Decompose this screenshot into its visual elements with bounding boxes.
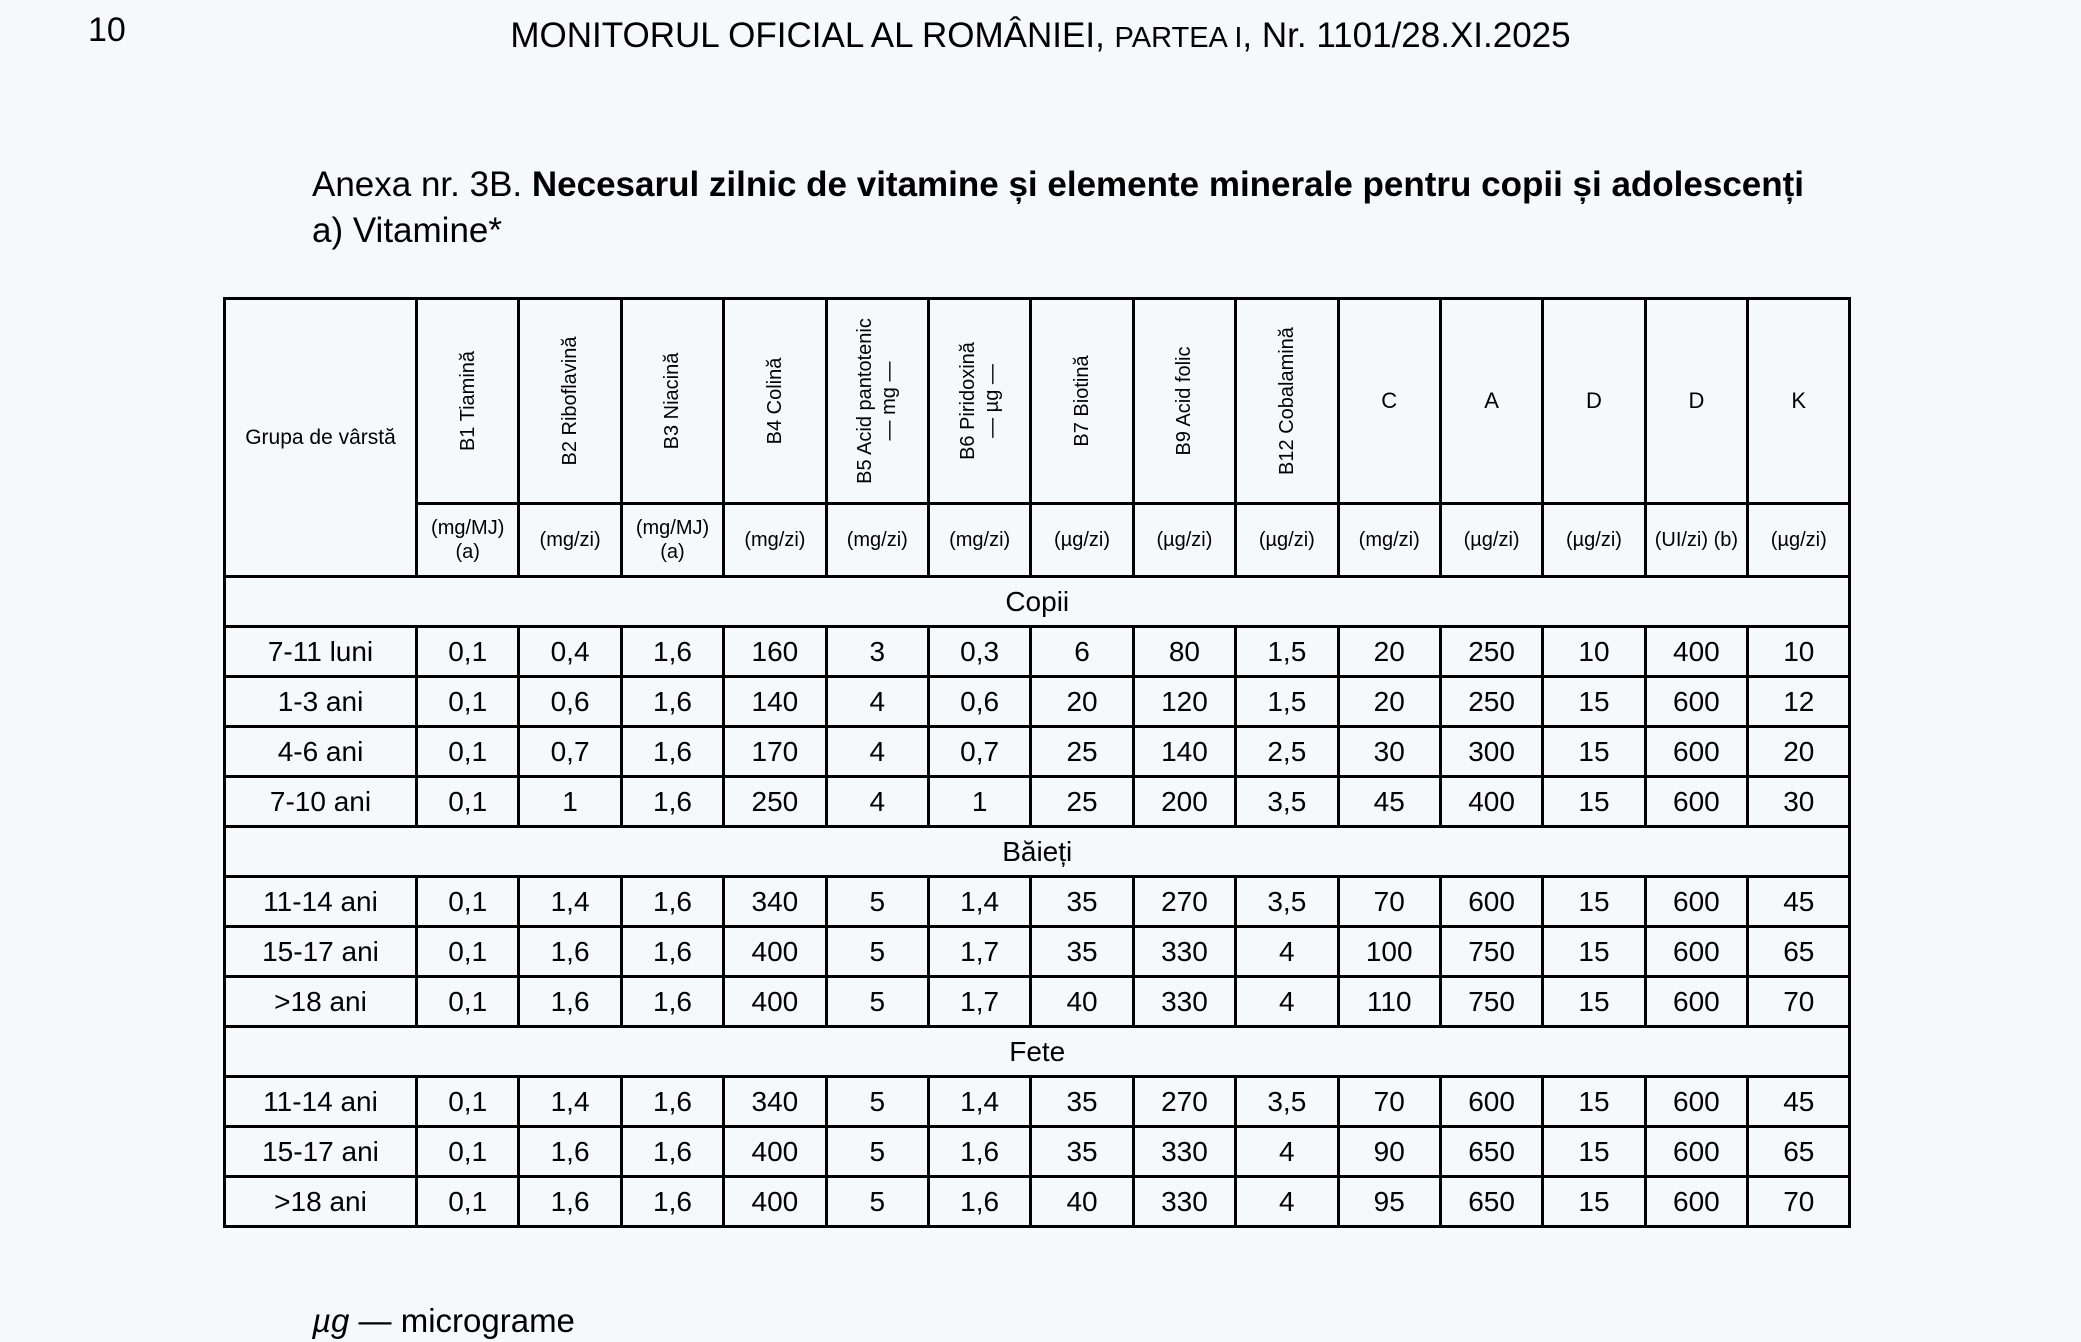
value-cell: 270 [1133, 1077, 1235, 1127]
header-part: PARTEA I [1114, 22, 1243, 54]
section-row [225, 1027, 1850, 1077]
column-header-1 [519, 299, 621, 504]
value-cell: 600 [1645, 877, 1747, 927]
value-cell: 1,5 [1236, 627, 1338, 677]
value-cell: 15 [1543, 927, 1645, 977]
value-cell: 90 [1338, 1127, 1440, 1177]
value-cell: 0,1 [417, 677, 519, 727]
value-cell: 4 [826, 677, 928, 727]
value-cell: 170 [724, 727, 826, 777]
footnote-text: — micrograme [349, 1302, 575, 1339]
column-header-name: B9 Acid folic [1173, 346, 1196, 456]
column-unit-6: (µg/zi) [1031, 504, 1133, 577]
column-unit-3: (mg/zi) [724, 504, 826, 577]
value-cell: 20 [1338, 627, 1440, 677]
column-unit-7: (µg/zi) [1133, 504, 1235, 577]
value-cell: 1,6 [519, 1127, 621, 1177]
value-cell: 40 [1031, 977, 1133, 1027]
value-cell: 340 [724, 1077, 826, 1127]
running-header [0, 14, 2081, 60]
value-cell: 0,6 [519, 677, 621, 727]
table-row [225, 877, 1850, 927]
column-header-3 [724, 299, 826, 504]
value-cell: 10 [1543, 627, 1645, 677]
value-cell: 1 [519, 777, 621, 827]
column-header-unit-note: — µg — [980, 364, 1003, 438]
value-cell: 340 [724, 877, 826, 927]
value-cell: 0,1 [417, 977, 519, 1027]
value-cell: 5 [826, 1177, 928, 1227]
table-row [225, 1177, 1850, 1227]
age-group-cell: 15-17 ani [225, 927, 417, 977]
value-cell: 1,6 [928, 1177, 1030, 1227]
value-cell: 3 [826, 627, 928, 677]
value-cell: 1,6 [621, 977, 723, 1027]
value-cell: 1,6 [519, 1177, 621, 1227]
value-cell: 70 [1748, 977, 1850, 1027]
vitamin-table [223, 297, 1851, 1228]
value-cell: 650 [1440, 1177, 1542, 1227]
value-cell: 80 [1133, 627, 1235, 677]
value-cell: 600 [1645, 677, 1747, 727]
age-group-cell: >18 ani [225, 977, 417, 1027]
value-cell: 5 [826, 877, 928, 927]
value-cell: 15 [1543, 1177, 1645, 1227]
value-cell: 1,6 [621, 627, 723, 677]
value-cell: 400 [724, 927, 826, 977]
value-cell: 600 [1440, 877, 1542, 927]
value-cell: 30 [1748, 777, 1850, 827]
table-body [225, 577, 1850, 1227]
value-cell: 25 [1031, 777, 1133, 827]
value-cell: 330 [1133, 977, 1235, 1027]
value-cell: 35 [1031, 877, 1133, 927]
header-row-names [225, 299, 1850, 504]
value-cell: 40 [1031, 1177, 1133, 1227]
section-label: Băieți [225, 827, 1850, 877]
table-row [225, 927, 1850, 977]
value-cell: 4 [1236, 1127, 1338, 1177]
column-header-label [456, 351, 480, 451]
value-cell: 0,1 [417, 877, 519, 927]
column-header-name: B1 Tiamină [456, 350, 479, 452]
section-row [225, 827, 1850, 877]
value-cell: 15 [1543, 977, 1645, 1027]
value-cell: 65 [1748, 1127, 1850, 1177]
column-header-11: D [1543, 299, 1645, 504]
column-unit-5: (mg/zi) [928, 504, 1030, 577]
value-cell: 4 [826, 727, 928, 777]
section-label: Copii [225, 577, 1850, 627]
column-header-name: B4 Colină [763, 357, 786, 445]
value-cell: 1,4 [519, 1077, 621, 1127]
column-header-2 [621, 299, 723, 504]
value-cell: 35 [1031, 1077, 1133, 1127]
column-unit-9: (mg/zi) [1338, 504, 1440, 577]
column-header-9: C [1338, 299, 1440, 504]
value-cell: 45 [1748, 1077, 1850, 1127]
value-cell: 400 [1440, 777, 1542, 827]
column-header-label [1070, 355, 1094, 446]
value-cell: 1,7 [928, 927, 1030, 977]
value-cell: 1,6 [621, 927, 723, 977]
annex-title [312, 162, 1804, 208]
value-cell: 0,1 [417, 1177, 519, 1227]
page-number: 10 [88, 11, 126, 49]
column-header-label [956, 342, 1004, 460]
value-cell: 2,5 [1236, 727, 1338, 777]
column-unit-1: (mg/zi) [519, 504, 621, 577]
value-cell: 95 [1338, 1177, 1440, 1227]
column-unit-4: (mg/zi) [826, 504, 928, 577]
value-cell: 110 [1338, 977, 1440, 1027]
value-cell: 15 [1543, 777, 1645, 827]
value-cell: 0,1 [417, 627, 519, 677]
value-cell: 1 [928, 777, 1030, 827]
header-main: MONITORUL OFICIAL AL ROMÂNIEI, [510, 16, 1115, 55]
value-cell: 600 [1645, 727, 1747, 777]
value-cell: 15 [1543, 727, 1645, 777]
value-cell: 0,1 [417, 927, 519, 977]
value-cell: 1,6 [621, 777, 723, 827]
column-header-label [1275, 327, 1299, 475]
column-header-name: B5 Acid pantotenic [854, 318, 877, 484]
table-row [225, 977, 1850, 1027]
value-cell: 20 [1748, 727, 1850, 777]
table-row [225, 1077, 1850, 1127]
value-cell: 4 [1236, 1177, 1338, 1227]
value-cell: 600 [1645, 777, 1747, 827]
value-cell: 160 [724, 627, 826, 677]
column-header-12: D [1645, 299, 1747, 504]
value-cell: 120 [1133, 677, 1235, 727]
value-cell: 400 [724, 1127, 826, 1177]
value-cell: 1,6 [621, 1177, 723, 1227]
value-cell: 270 [1133, 877, 1235, 927]
column-unit-12: (UI/zi) (b) [1645, 504, 1747, 577]
column-header-6 [1031, 299, 1133, 504]
value-cell: 1,6 [621, 877, 723, 927]
value-cell: 1,4 [928, 1077, 1030, 1127]
age-group-cell: >18 ani [225, 1177, 417, 1227]
age-group-cell: 11-14 ani [225, 877, 417, 927]
value-cell: 70 [1748, 1177, 1850, 1227]
table-row [225, 727, 1850, 777]
column-header-13: K [1748, 299, 1850, 504]
age-group-cell: 15-17 ani [225, 1127, 417, 1177]
column-unit-0: (mg/MJ) (a) [417, 504, 519, 577]
column-header-age-group: Grupa de vârstă [225, 299, 417, 577]
value-cell: 45 [1338, 777, 1440, 827]
value-cell: 1,6 [519, 927, 621, 977]
value-cell: 200 [1133, 777, 1235, 827]
column-header-label [763, 358, 787, 445]
value-cell: 0,4 [519, 627, 621, 677]
value-cell: 1,6 [621, 727, 723, 777]
table-row [225, 777, 1850, 827]
value-cell: 250 [1440, 627, 1542, 677]
section-label: Fete [225, 1027, 1850, 1077]
column-header-label [1172, 347, 1196, 456]
value-cell: 70 [1338, 1077, 1440, 1127]
value-cell: 0,1 [417, 1077, 519, 1127]
column-header-7 [1133, 299, 1235, 504]
value-cell: 600 [1645, 977, 1747, 1027]
value-cell: 140 [724, 677, 826, 727]
value-cell: 330 [1133, 927, 1235, 977]
value-cell: 0,1 [417, 1127, 519, 1177]
column-header-label [853, 318, 901, 484]
value-cell: 600 [1645, 1177, 1747, 1227]
age-group-cell: 4-6 ani [225, 727, 417, 777]
value-cell: 0,1 [417, 777, 519, 827]
value-cell: 400 [724, 977, 826, 1027]
value-cell: 65 [1748, 927, 1850, 977]
column-header-8 [1236, 299, 1338, 504]
table-row [225, 677, 1850, 727]
value-cell: 600 [1645, 1127, 1747, 1177]
column-unit-2: (mg/MJ) (a) [621, 504, 723, 577]
value-cell: 100 [1338, 927, 1440, 977]
column-unit-8: (µg/zi) [1236, 504, 1338, 577]
column-unit-11: (µg/zi) [1543, 504, 1645, 577]
value-cell: 30 [1338, 727, 1440, 777]
value-cell: 15 [1543, 1127, 1645, 1177]
value-cell: 5 [826, 977, 928, 1027]
value-cell: 0,6 [928, 677, 1030, 727]
value-cell: 600 [1645, 1077, 1747, 1127]
value-cell: 1,6 [519, 977, 621, 1027]
value-cell: 6 [1031, 627, 1133, 677]
value-cell: 10 [1748, 627, 1850, 677]
annex-label: Anexa nr. 3B. [312, 165, 532, 204]
value-cell: 4 [826, 777, 928, 827]
column-header-10: A [1440, 299, 1542, 504]
value-cell: 35 [1031, 1127, 1133, 1177]
value-cell: 330 [1133, 1127, 1235, 1177]
value-cell: 0,3 [928, 627, 1030, 677]
age-group-cell: 7-11 luni [225, 627, 417, 677]
age-group-cell: 1-3 ani [225, 677, 417, 727]
value-cell: 1,6 [621, 677, 723, 727]
column-header-0 [417, 299, 519, 504]
value-cell: 1,5 [1236, 677, 1338, 727]
value-cell: 1,6 [928, 1127, 1030, 1177]
value-cell: 400 [1645, 627, 1747, 677]
column-header-name: B7 Biotină [1071, 355, 1094, 447]
value-cell: 250 [724, 777, 826, 827]
table-row [225, 627, 1850, 677]
column-unit-13: (µg/zi) [1748, 504, 1850, 577]
value-cell: 330 [1133, 1177, 1235, 1227]
value-cell: 70 [1338, 877, 1440, 927]
value-cell: 1,6 [621, 1127, 723, 1177]
age-group-cell: 11-14 ani [225, 1077, 417, 1127]
value-cell: 5 [826, 1127, 928, 1177]
value-cell: 140 [1133, 727, 1235, 777]
value-cell: 15 [1543, 1077, 1645, 1127]
value-cell: 3,5 [1236, 1077, 1338, 1127]
value-cell: 5 [826, 927, 928, 977]
value-cell: 4 [1236, 927, 1338, 977]
value-cell: 20 [1031, 677, 1133, 727]
section-row [225, 577, 1850, 627]
column-header-name: B2 Riboflavină [559, 336, 582, 466]
value-cell: 600 [1440, 1077, 1542, 1127]
annex-heading: Necesarul zilnic de vitamine și elemente minerale pentru copii și adolescenți [531, 165, 1805, 204]
value-cell: 1,6 [621, 1077, 723, 1127]
value-cell: 1,4 [519, 877, 621, 927]
column-header-name: B3 Niacină [661, 352, 684, 450]
value-cell: 250 [1440, 677, 1542, 727]
column-unit-10: (µg/zi) [1440, 504, 1542, 577]
footnote-symbol: µg [312, 1302, 350, 1339]
value-cell: 400 [724, 1177, 826, 1227]
column-header-4 [826, 299, 928, 504]
value-cell: 650 [1440, 1127, 1542, 1177]
column-header-label [660, 353, 684, 450]
annex-subtitle: a) Vitamine* [312, 211, 503, 250]
value-cell: 15 [1543, 877, 1645, 927]
value-cell: 750 [1440, 927, 1542, 977]
column-header-name: B6 Piridoxină [956, 342, 979, 460]
value-cell: 15 [1543, 677, 1645, 727]
value-cell: 35 [1031, 927, 1133, 977]
column-header-5 [928, 299, 1030, 504]
table-row [225, 1127, 1850, 1177]
value-cell: 4 [1236, 977, 1338, 1027]
header-row-units [225, 504, 1850, 577]
value-cell: 0,1 [417, 727, 519, 777]
age-group-cell: 7-10 ani [225, 777, 417, 827]
value-cell: 3,5 [1236, 777, 1338, 827]
header-tail: , Nr. 1101/28.XI.2025 [1242, 16, 1571, 55]
column-header-label [558, 337, 582, 466]
value-cell: 12 [1748, 677, 1850, 727]
value-cell: 25 [1031, 727, 1133, 777]
value-cell: 1,7 [928, 977, 1030, 1027]
value-cell: 5 [826, 1077, 928, 1127]
value-cell: 0,7 [519, 727, 621, 777]
footnote [312, 1300, 575, 1342]
value-cell: 20 [1338, 677, 1440, 727]
value-cell: 600 [1645, 927, 1747, 977]
value-cell: 750 [1440, 977, 1542, 1027]
column-header-unit-note: — mg — [878, 361, 901, 441]
value-cell: 300 [1440, 727, 1542, 777]
value-cell: 1,4 [928, 877, 1030, 927]
value-cell: 0,7 [928, 727, 1030, 777]
column-header-name: B12 Cobalamină [1275, 327, 1298, 475]
value-cell: 3,5 [1236, 877, 1338, 927]
value-cell: 45 [1748, 877, 1850, 927]
